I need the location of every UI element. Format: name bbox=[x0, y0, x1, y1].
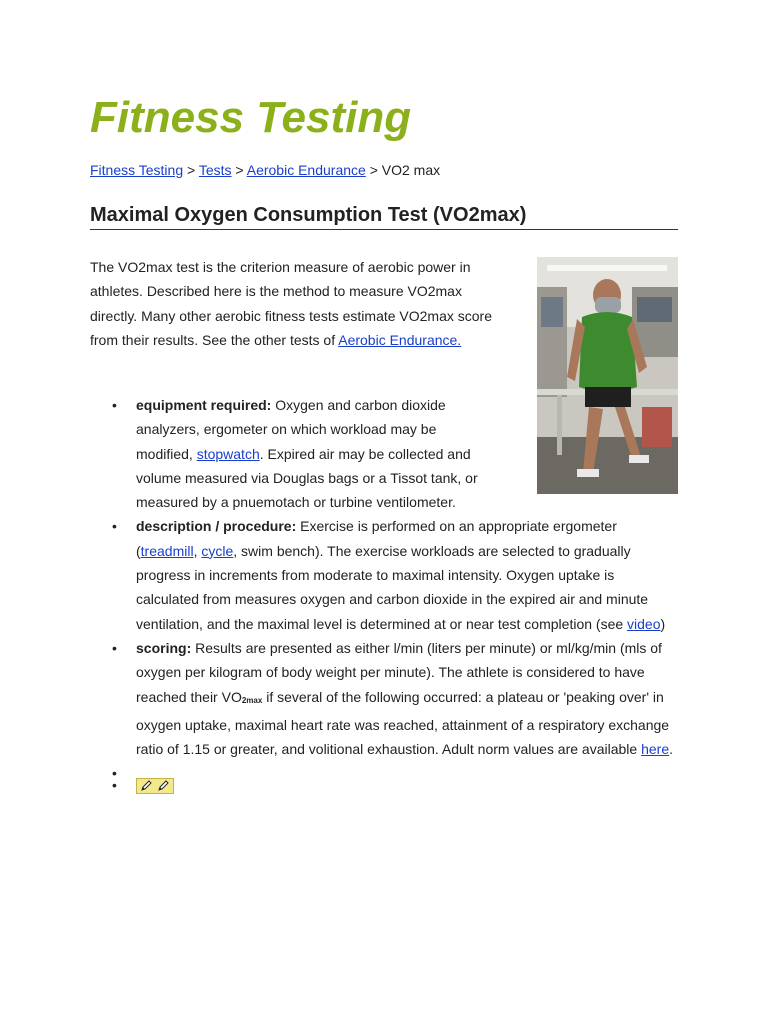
intro-paragraph bbox=[90, 255, 510, 352]
scoring-text-3: . bbox=[669, 741, 674, 758]
article-heading: Maximal Oxygen Consumption Test (VO2max) bbox=[90, 202, 678, 230]
equipment-text: Oxygen and carbon dioxide analyzers, ergometer on which workload may be modified, bbox=[136, 397, 446, 462]
pencil-icon bbox=[159, 781, 168, 790]
stopwatch-link[interactable]: stopwatch bbox=[196, 445, 260, 462]
description-text-4: ) bbox=[660, 615, 666, 632]
norms-here-link[interactable]: here bbox=[641, 741, 670, 758]
vo2max-subscript: 2max bbox=[241, 695, 263, 705]
description-text-2: , bbox=[193, 542, 202, 559]
breadcrumb-tests[interactable]: Tests bbox=[198, 162, 232, 178]
list-item-description bbox=[90, 514, 678, 635]
treadmill-link[interactable]: treadmill bbox=[140, 542, 194, 559]
equipment-term: equipment required: bbox=[136, 397, 272, 413]
breadcrumb-current: VO2 max bbox=[381, 162, 441, 178]
breadcrumb-separator: > bbox=[187, 162, 196, 178]
list-item-icons bbox=[90, 773, 678, 797]
description-text-3: , swim bench). The exercise workloads are selected to gradually progress in increments from moderate to maximal intensity. Oxygen uptake is calculated from measures oxygen and carbon dioxide in the expired air and minute ventilation, and the maximal level is determined at or near test completion (see bbox=[136, 542, 649, 632]
list-item-scoring bbox=[90, 636, 678, 761]
description-text: Exercise is performed on an appropriate ergometer ( bbox=[136, 518, 617, 559]
scoring-term: scoring: bbox=[136, 639, 192, 656]
breadcrumb-separator: > bbox=[369, 162, 378, 178]
equipment-text-2: . Expired air may be collected and volume measured via Douglas bags or a Tissot tank, or measured by a pnuemotach or turbine ventilometer. bbox=[136, 445, 478, 511]
pencil-icon bbox=[142, 781, 151, 790]
list-spacer bbox=[90, 761, 678, 773]
video-link[interactable]: video bbox=[627, 615, 661, 632]
pencil-icon-strip[interactable] bbox=[136, 778, 174, 794]
intro-text: The VO2max test is the criterion measure of aerobic power in athletes. Described here is the method to measure VO2max directly. Many other aerobic fitness tests estimate VO2max score from their results. See the other tests of bbox=[90, 259, 493, 348]
site-title: Fitness Testing bbox=[90, 93, 412, 142]
test-details-list bbox=[90, 393, 678, 798]
breadcrumb bbox=[90, 160, 440, 180]
breadcrumb-aerobic-endurance[interactable]: Aerobic Endurance bbox=[246, 162, 366, 178]
scoring-text-2: if several of the following occurred: a plateau or 'peaking over' in oxygen uptake, maximal heart rate was reached, attainment of a respiratory exchange ratio of 1.15 or greater, and volitional exhaustion. Adult norm values are available bbox=[136, 688, 670, 758]
scoring-text: Results are presented as either l/min (liters per minute) or ml/kg/min (mls of oxygen per kilogram of body weight per minute). The athlete is considered to have reached their VO bbox=[136, 639, 662, 705]
cycle-link[interactable]: cycle bbox=[201, 542, 234, 559]
breadcrumb-fitness-testing[interactable]: Fitness Testing bbox=[90, 162, 184, 178]
breadcrumb-separator: > bbox=[235, 162, 244, 178]
description-term: description / procedure: bbox=[136, 518, 297, 535]
list-item-equipment bbox=[90, 393, 486, 514]
aerobic-endurance-link[interactable]: Aerobic Endurance. bbox=[338, 331, 462, 348]
